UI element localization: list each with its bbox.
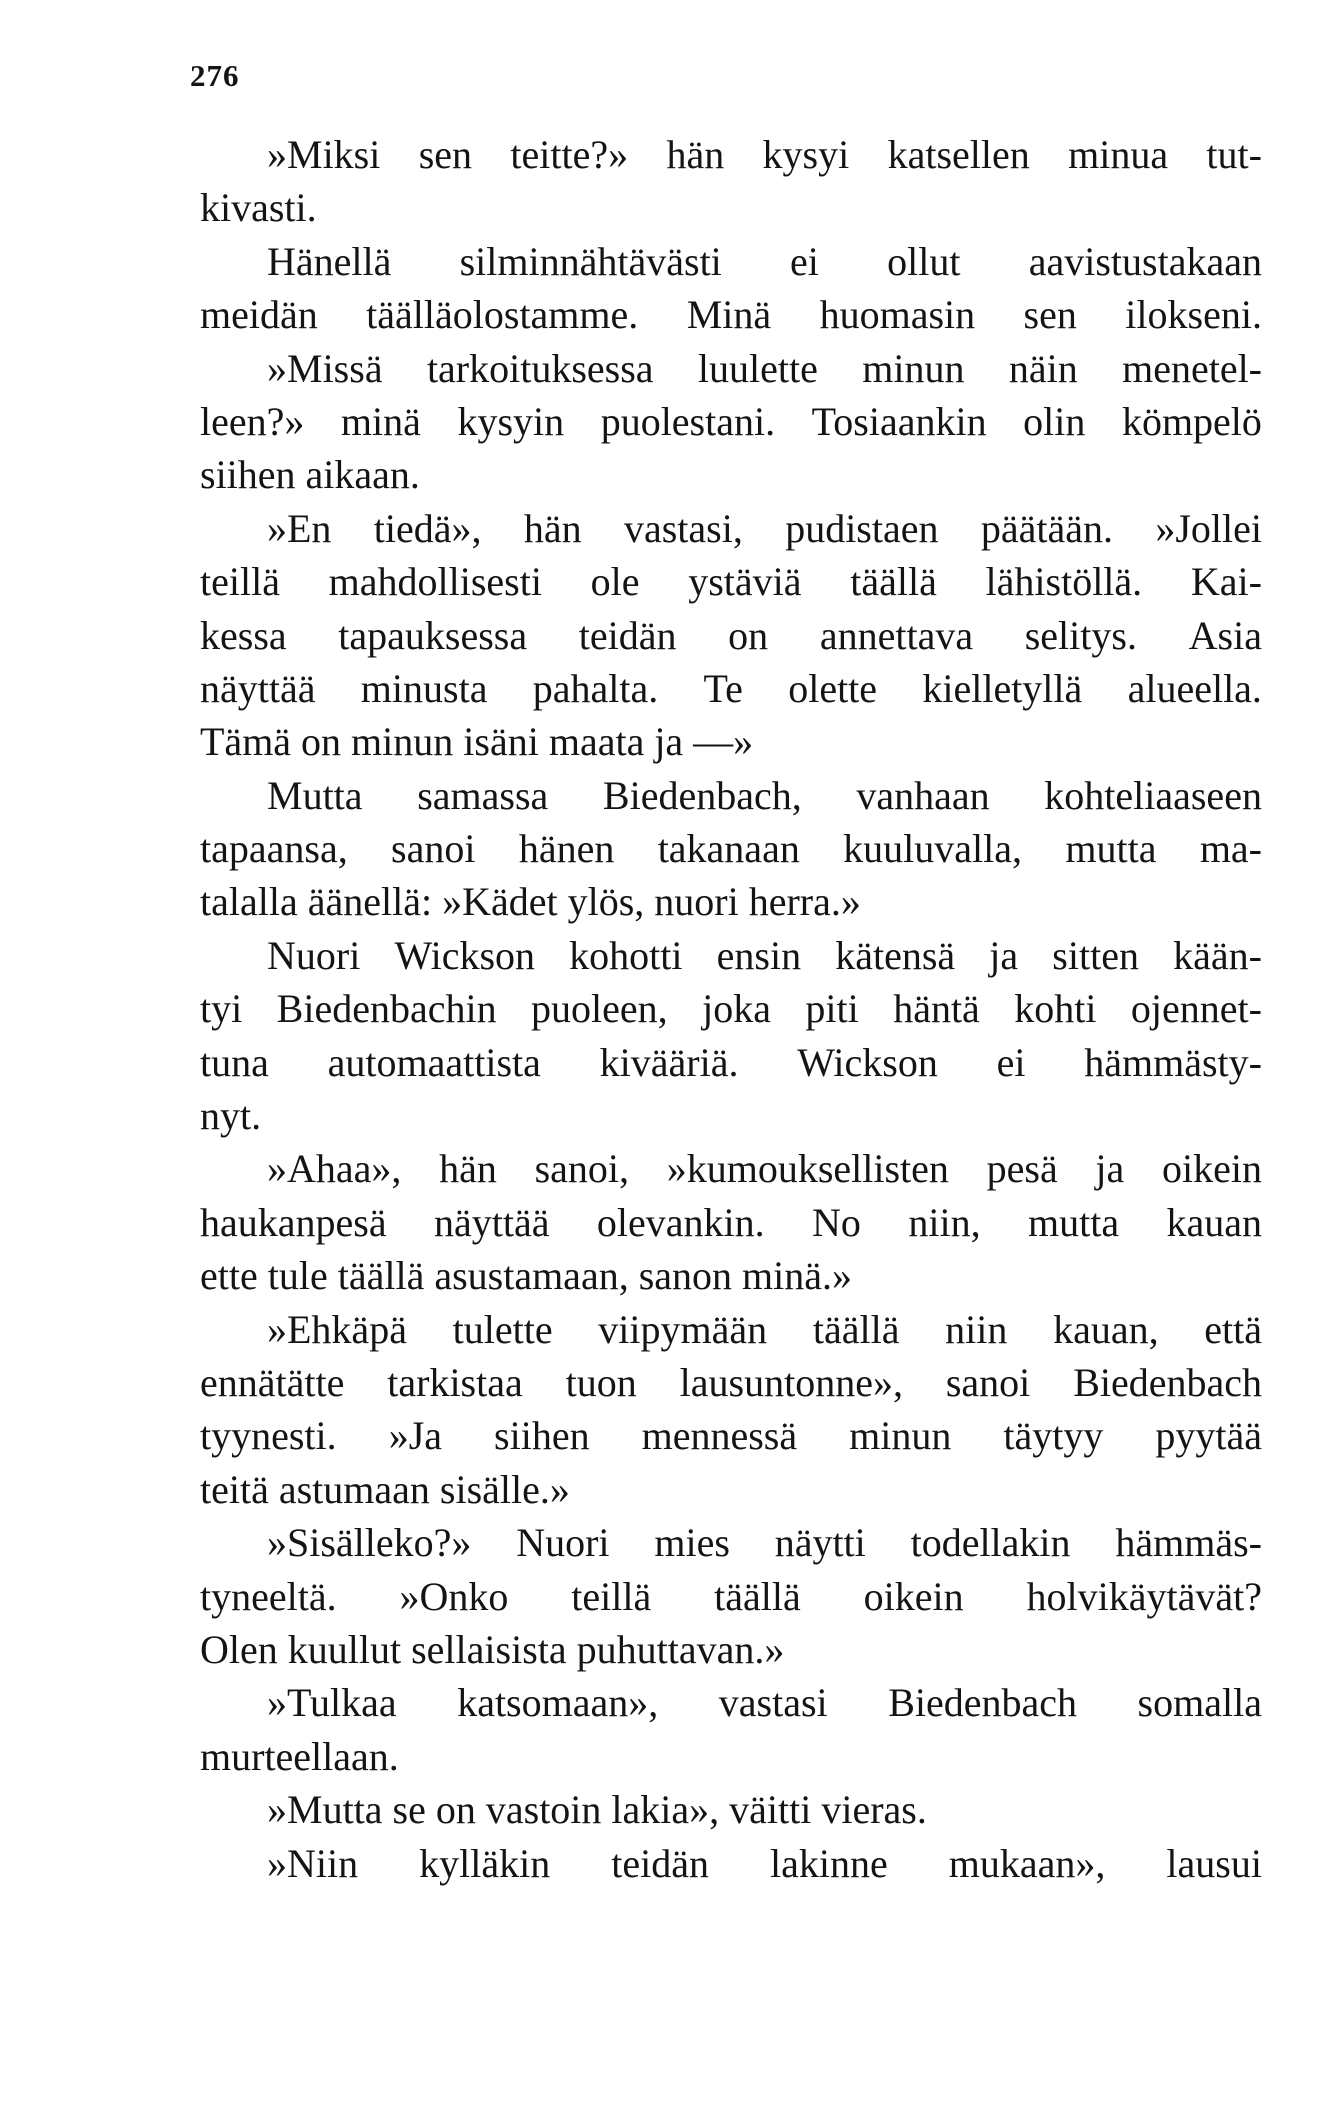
text-line: »Tulkaa katsomaan», vastasi Biedenbach somalla — [267, 1680, 1262, 1726]
text-line: leen?» minä kysyin puolestani. Tosiaankin olin kömpelö — [200, 398, 1262, 444]
text-line: tyynesti. »Ja siihen mennessä minun täytyy pyytää — [200, 1413, 1262, 1459]
text-line: Mutta samassa Biedenbach, vanhaan kohteliaaseen — [267, 772, 1262, 818]
text-line: »Ehkäpä tulette viipymään täällä niin kauan, että — [267, 1306, 1262, 1352]
text-line: tyneeltä. »Onko teillä täällä oikein holvikäytävät? — [200, 1573, 1262, 1619]
text-line: teitä astumaan sisälle.» — [200, 1466, 570, 1512]
text-line: kivasti. — [200, 185, 317, 231]
text-line: nyt. — [200, 1093, 262, 1139]
body-text — [200, 128, 1262, 1890]
text-line: tapaansa, sanoi hänen takanaan kuuluvalla, mutta ma- — [200, 826, 1262, 872]
text-line: kessa tapauksessa teidän on annettava selitys. Asia — [200, 612, 1262, 658]
text-line: ette tule täällä asustamaan, sanon minä.» — [200, 1253, 852, 1299]
text-line: »Ahaa», hän sanoi, »kumouksellisten pesä ja oikein — [267, 1146, 1262, 1192]
text-line: talalla äänellä: »Kädet ylös, nuori herra.» — [200, 879, 861, 925]
text-line: Nuori Wickson kohotti ensin kätensä ja sitten kään- — [267, 932, 1262, 978]
text-line: Tämä on minun isäni maata ja —» — [200, 719, 754, 765]
text-line: »Niin kylläkin teidän lakinne mukaan», lausui — [267, 1840, 1262, 1886]
text-line: tuna automaattista kivääriä. Wickson ei hämmästy- — [200, 1039, 1262, 1085]
text-line: ennätätte tarkistaa tuon lausuntonne», sanoi Biedenbach — [200, 1359, 1262, 1405]
text-line: »Sisälleko?» Nuori mies näytti todellakin hämmäs- — [267, 1520, 1262, 1566]
text-line: tyi Biedenbachin puoleen, joka piti häntä kohti ojennet- — [200, 986, 1262, 1032]
text-line: haukanpesä näyttää olevankin. No niin, mutta kauan — [200, 1199, 1262, 1245]
text-line: Hänellä silminnähtävästi ei ollut aavistustakaan — [267, 238, 1262, 284]
text-line: murteellaan. — [200, 1733, 399, 1779]
page-number: 276 — [190, 58, 240, 93]
text-line: »En tiedä», hän vastasi, pudistaen päätään. »Jollei — [267, 505, 1262, 551]
text-line: »Missä tarkoituksessa luulette minun näin menetel- — [267, 345, 1262, 391]
text-line: meidän täälläolostamme. Minä huomasin sen ilokseni. — [200, 292, 1262, 338]
text-line: Olen kuullut sellaisista puhuttavan.» — [200, 1626, 785, 1672]
text-line: teillä mahdollisesti ole ystäviä täällä lähistöllä. Kai- — [200, 559, 1262, 605]
text-line: siihen aikaan. — [200, 452, 420, 498]
text-line: näyttää minusta pahalta. Te olette kielletyllä alueella. — [200, 665, 1262, 711]
text-line: »Mutta se on vastoin lakia», väitti vieras. — [267, 1787, 927, 1833]
text-line: »Miksi sen teitte?» hän kysyi katsellen minua tut- — [267, 132, 1262, 177]
